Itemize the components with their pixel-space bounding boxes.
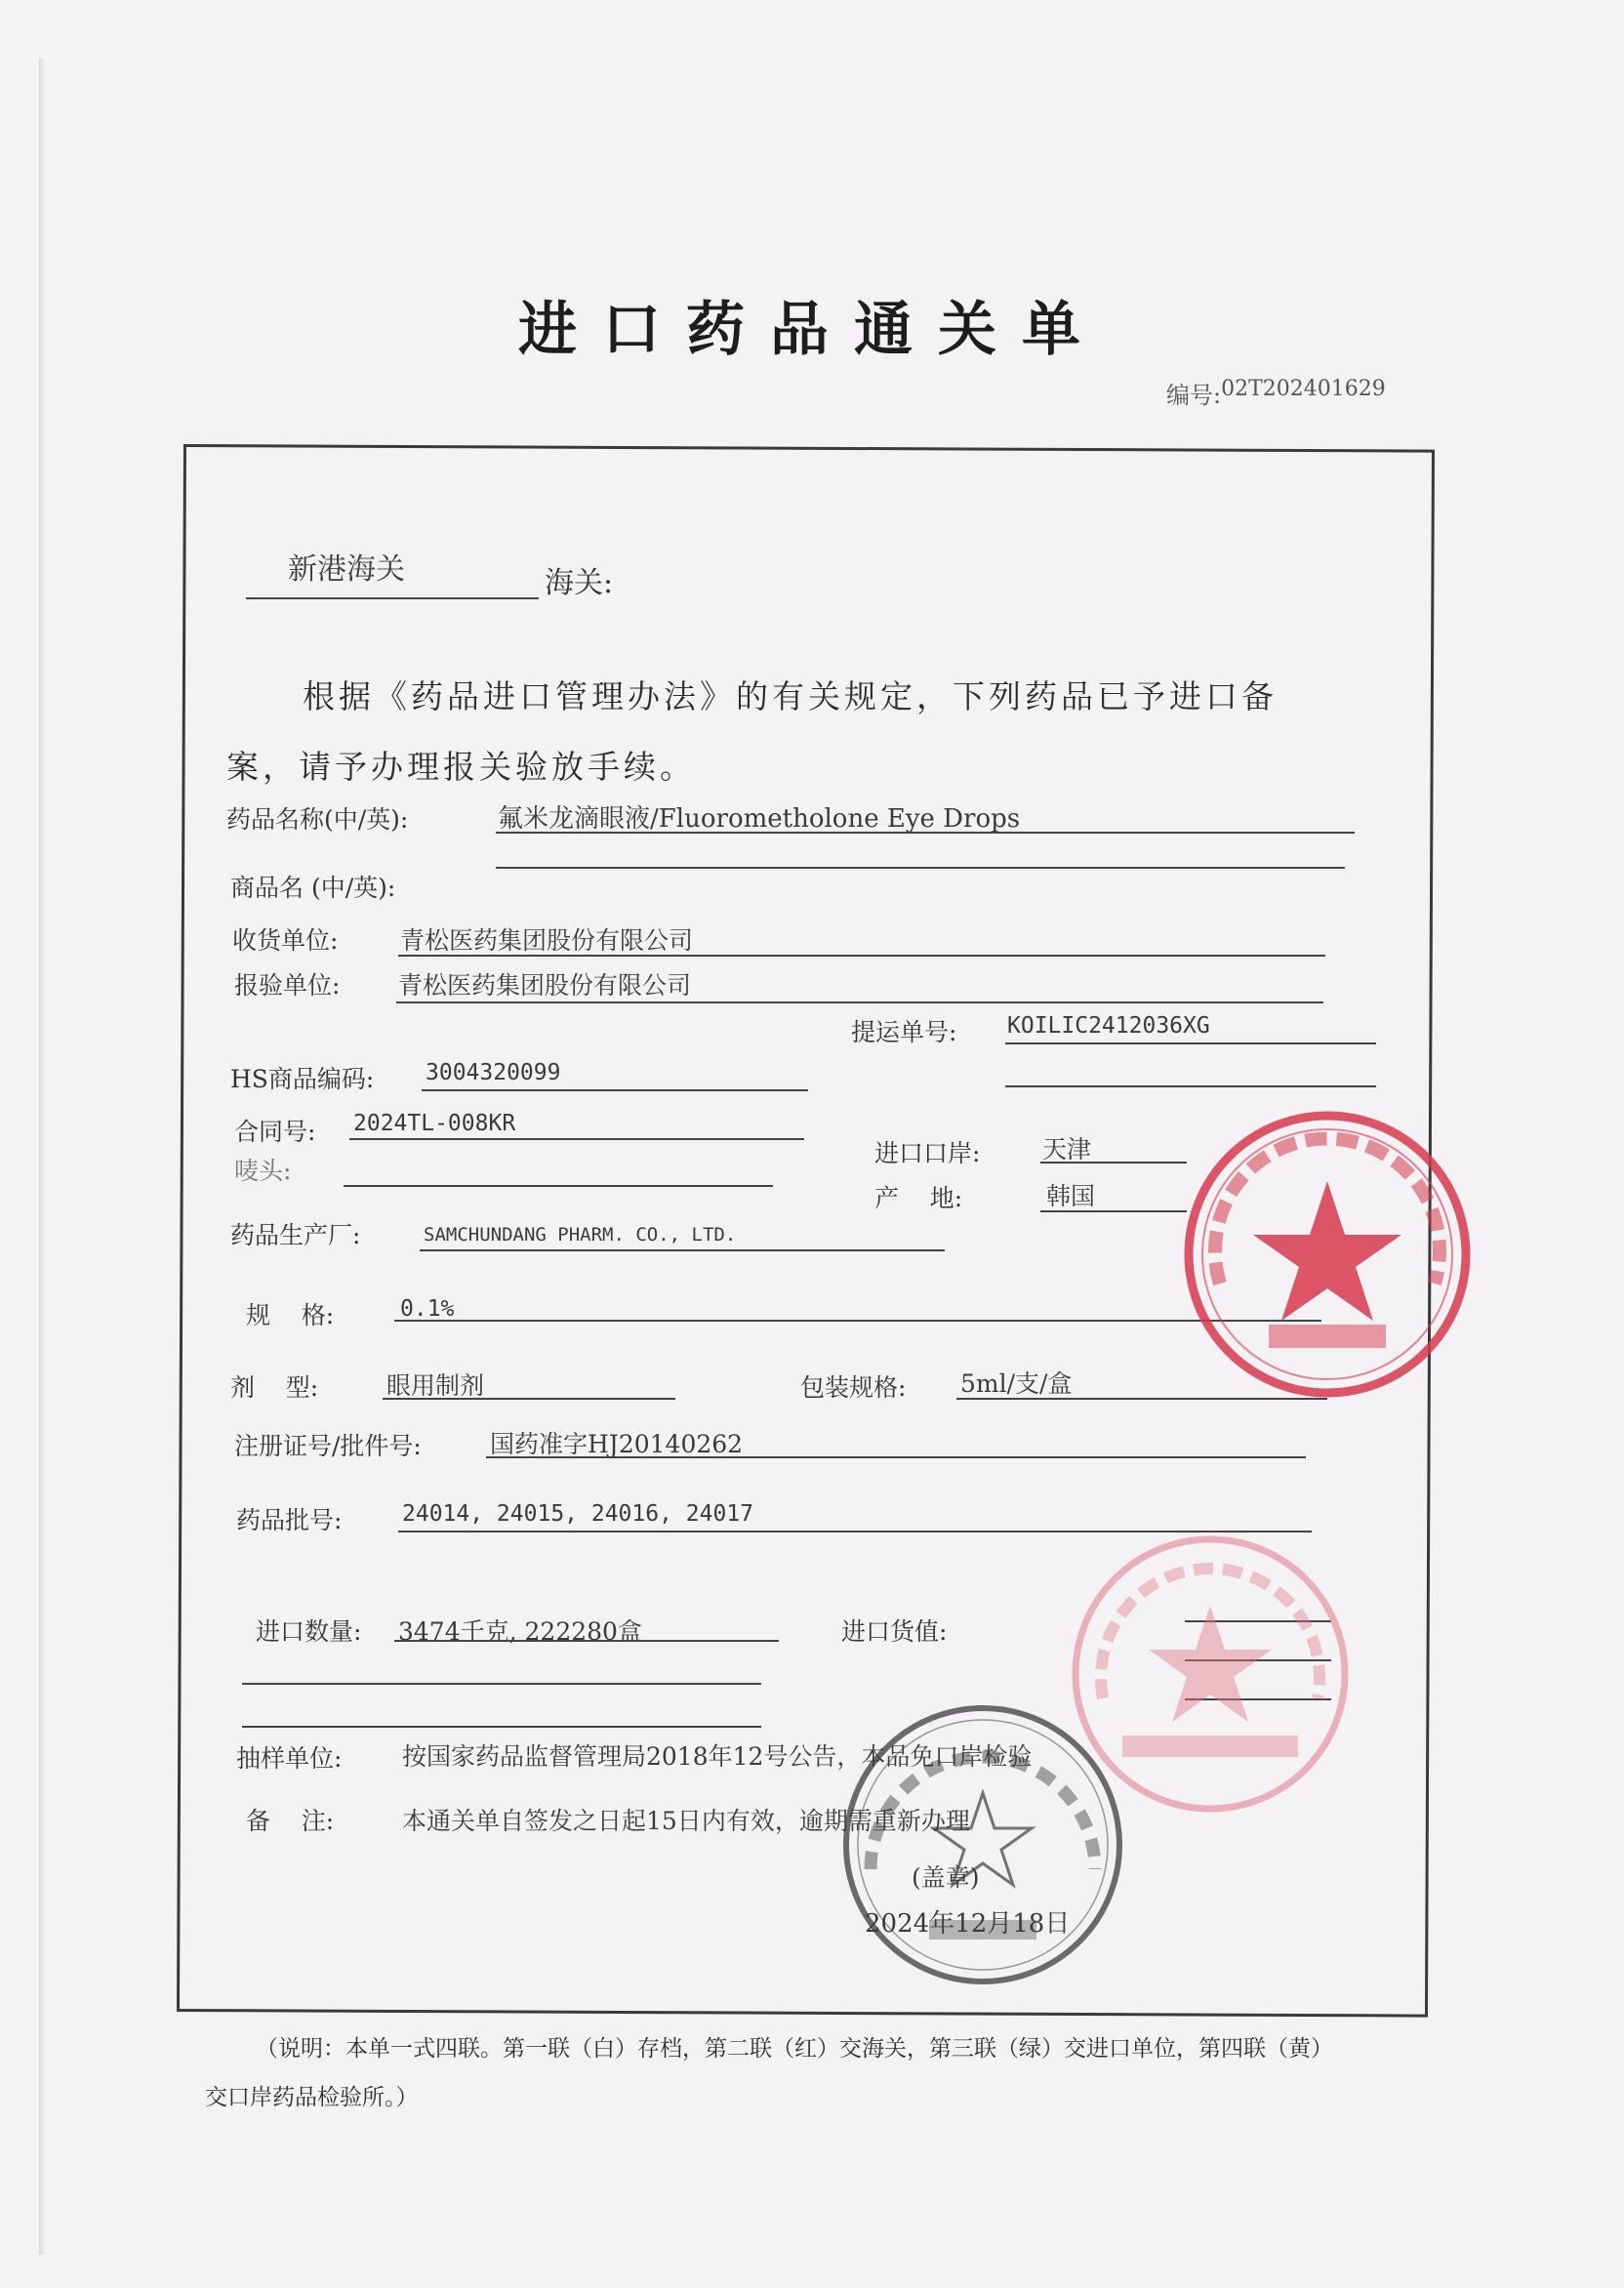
consignee-label: 收货单位: (232, 926, 339, 955)
contract-no-underline (349, 1138, 804, 1140)
batch-no-label: 药品批号: (236, 1506, 343, 1534)
import-port-underline (1040, 1162, 1187, 1164)
document-number-value: 02T202401629 (1221, 377, 1386, 401)
registration-underline (486, 1456, 1306, 1458)
batch-no-value: 24014, 24015, 24016, 24017 (402, 1501, 754, 1527)
remarks-label: 备 注: (246, 1807, 335, 1835)
consignee-underline (398, 955, 1325, 957)
hs-code-underline (422, 1089, 808, 1091)
hs-code-value: 3004320099 (426, 1060, 561, 1085)
authority-stamp (832, 1694, 1134, 1996)
import-port-label: 进口口岸: (874, 1139, 981, 1167)
sampling-unit-label: 抽样单位: (236, 1744, 343, 1773)
dosage-form-value: 眼用制剂 (386, 1371, 485, 1400)
blank-underline-right-1 (1005, 1085, 1376, 1087)
dosage-form-label: 剂 型: (230, 1373, 319, 1402)
package-label: 包装规格: (800, 1373, 907, 1402)
origin-value: 韩国 (1046, 1182, 1096, 1210)
inspection-unit-label: 报验单位: (234, 971, 341, 1000)
issue-date: 2024年12月18日 (865, 1909, 1071, 1939)
drug-name-label: 药品名称(中/英): (226, 805, 409, 834)
scan-shadow (39, 59, 45, 2255)
marks-underline (344, 1185, 773, 1187)
intro-line-1: 根据《药品进口管理办法》的有关规定，下列药品已予进口备 (303, 677, 1278, 715)
marks-label: 唛头: (234, 1157, 292, 1185)
goods-value-label: 进口货值: (841, 1617, 948, 1646)
drug-name-underline (496, 832, 1355, 834)
quantity-label: 进口数量: (256, 1617, 362, 1646)
bill-of-lading-label: 提运单号: (851, 1018, 957, 1046)
intro-line-2: 案，请予办理报关验放手续。 (226, 748, 696, 786)
registration-value: 国药准字HJ20140262 (490, 1430, 744, 1458)
manufacturer-label: 药品生产厂: (230, 1221, 361, 1249)
dosage-form-underline (383, 1398, 675, 1400)
hs-code-label: HS商品编码: (230, 1065, 375, 1093)
manufacturer-underline (420, 1249, 945, 1251)
inspection-unit-value: 青松医药集团股份有限公司 (398, 971, 692, 1000)
inspection-unit-underline (396, 1001, 1323, 1003)
origin-underline (1040, 1210, 1187, 1212)
footnote-line-1: （说明：本单一式四联。第一联（白）存档，第二联（红）交海关，第三联（绿）交进口单位，第四联（黄） (256, 2036, 1333, 2062)
spec-value: 0.1% (400, 1296, 455, 1322)
customs-underline (246, 597, 539, 599)
manufacturer-value: SAMCHUNDANG PHARM. CO., LTD. (424, 1224, 737, 1246)
consignee-value: 青松医药集团股份有限公司 (400, 926, 694, 955)
trade-name-label: 商品名 (中/英): (230, 874, 396, 902)
bill-of-lading-underline (1005, 1042, 1376, 1044)
registration-label: 注册证号/批件号: (234, 1432, 422, 1460)
quantity-underline-2 (242, 1683, 761, 1685)
contract-no-value: 2024TL-008KR (353, 1111, 516, 1136)
company-stamp (1171, 1098, 1483, 1410)
bill-of-lading-value: KOILIC2412036XG (1007, 1013, 1210, 1039)
origin-label: 产 地: (874, 1184, 963, 1212)
package-value: 5ml/支/盒 (960, 1369, 1073, 1398)
customs-office-value: 新港海关 (288, 552, 405, 587)
document-number-label: 编号: (1166, 382, 1222, 409)
customs-suffix: 海关: (545, 566, 614, 600)
sampling-unit-value: 按国家药品监督管理局2018年12号公告，本品免口岸检验 (402, 1742, 1033, 1771)
quantity-underline (394, 1640, 779, 1642)
import-port-value: 天津 (1042, 1135, 1092, 1164)
document-number (1166, 376, 1386, 410)
quantity-value: 3474千克, 222280盒 (398, 1617, 642, 1646)
trade-name-underline (496, 867, 1345, 869)
contract-no-label: 合同号: (234, 1118, 316, 1146)
footnote-line-2: 交口岸药品检验所。） (205, 2085, 419, 2110)
seal-note: (盖章) (912, 1863, 980, 1892)
spec-label: 规 格: (246, 1301, 335, 1329)
drug-name-value: 氟米龙滴眼液/Fluorometholone Eye Drops (498, 804, 1021, 834)
remarks-value: 本通关单自签发之日起15日内有效，逾期需重新办理 (402, 1807, 970, 1835)
quantity-underline-3 (242, 1726, 761, 1728)
document-title: 进口药品通关单 (518, 296, 1106, 364)
